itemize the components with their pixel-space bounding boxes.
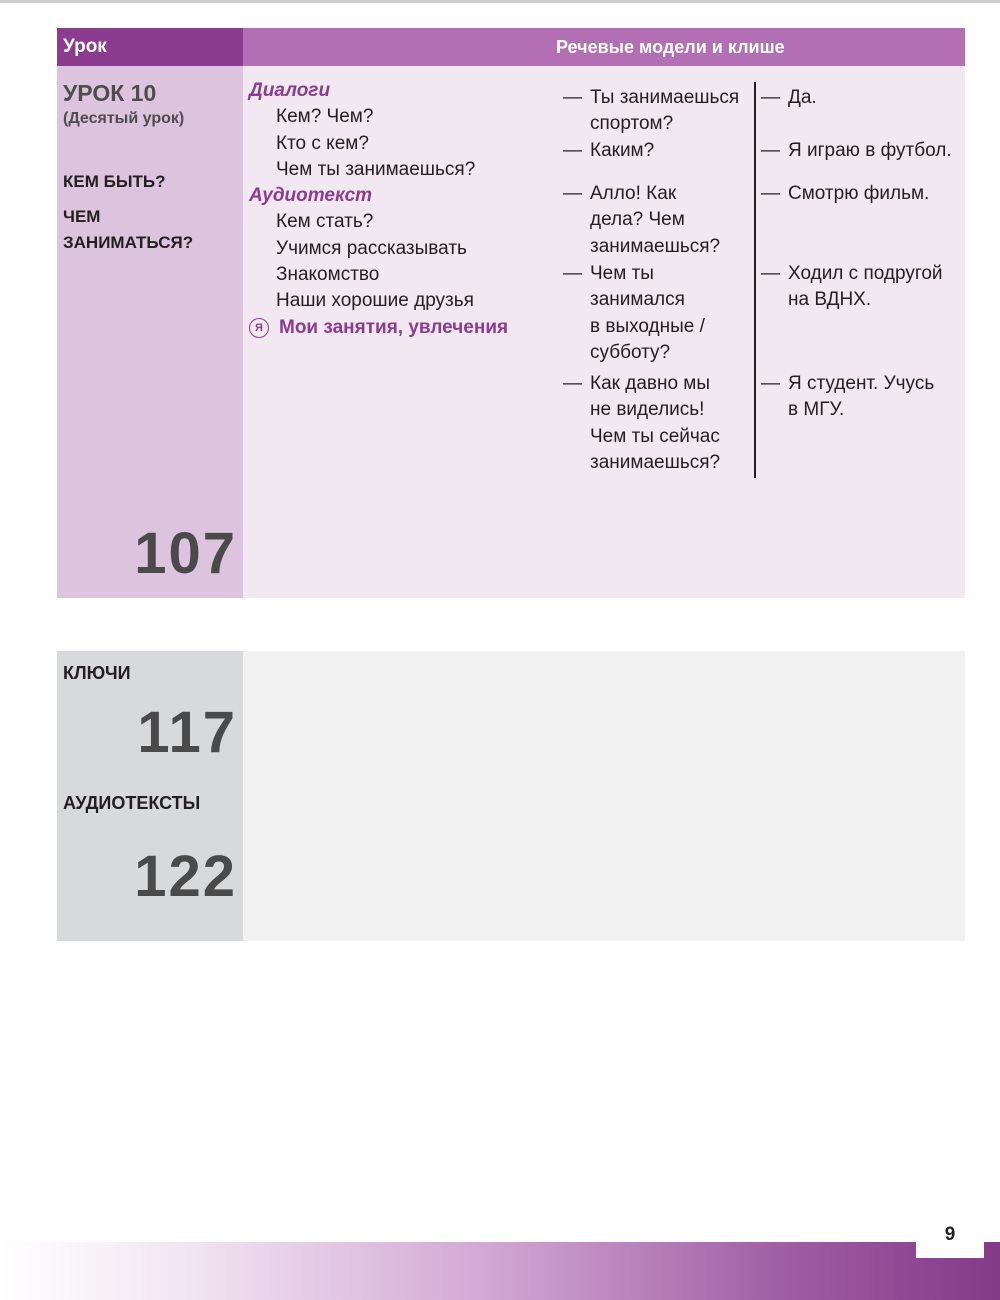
answer-block [761,261,961,314]
keys-empty-cell [243,651,965,941]
question-line: Как давно мы [590,373,711,394]
answer-line: Я играю в футбол. [788,140,952,161]
question-line: занимался [590,289,685,311]
question-line: не виделись! [590,399,705,421]
lesson-subtitle: (Десятый урок) [63,110,185,127]
footer-gradient-bar [0,1242,1000,1300]
question-line: Алло! Как [590,183,677,204]
list-item: Кем? Чем? [276,106,374,128]
self-study-icon: Я [249,318,269,338]
self-study-label: Мои занятия, увлечения [279,316,509,338]
column-divider [754,82,756,478]
lesson-theme-2-line2: ЗАНИМАТЬСЯ? [63,233,194,252]
question-line: спортом? [590,113,674,135]
dash: — [761,263,780,284]
question-block [563,138,753,164]
lesson-title: УРОК 10 [63,80,157,106]
question-block [563,181,753,260]
lesson-theme-2 [63,204,193,256]
keys-page-number[interactable]: 117 [137,700,237,765]
header-lesson-label: Урок [57,28,243,66]
page-number: 9 [916,1212,984,1258]
question-line: в выходные / [590,315,705,337]
answer-block [761,138,961,164]
keys-label: КЛЮЧИ [63,663,131,683]
answer-line: Смотрю фильм. [788,183,930,204]
dash: — [563,87,582,108]
dash: — [563,140,582,161]
dash: — [761,373,780,394]
top-divider [0,0,1000,3]
keys-cell [57,651,243,941]
list-item: Знакомство [276,264,380,286]
list-item: Наши хорошие друзья [276,290,474,312]
dash: — [761,140,780,161]
self-study-item [249,315,508,341]
question-line: дела? Чем [590,209,685,231]
lesson-theme-2-line1: ЧЕМ [63,207,101,226]
question-line: Каким? [590,140,655,161]
lesson-content-cell [243,66,965,598]
dash: — [761,87,780,108]
answer-line: на ВДНХ. [788,289,872,311]
list-item: Кем стать? [276,211,374,233]
answer-block [761,371,961,424]
audiotexts-label: АУДИОТЕКСТЫ [63,793,201,813]
question-line: Чем ты сейчас [590,425,720,447]
answer-line: Ходил с подругой [788,263,943,284]
dialogs-heading: Диалоги [249,80,331,101]
question-block [563,261,753,366]
question-line: Ты занимаешься [590,87,740,108]
audiotexts-page-number[interactable]: 122 [134,844,237,909]
dash: — [563,373,582,394]
lesson-page-number[interactable]: 107 [134,521,237,586]
list-item: Кто с кем? [276,132,369,154]
table-header [57,28,965,66]
list-item: Учимся рассказывать [276,237,467,259]
answer-line: Я студент. Учусь [788,373,935,394]
question-block [563,85,753,138]
question-line: субботу? [590,341,671,363]
answer-line: Да. [788,87,817,108]
lesson-info-cell [57,66,243,598]
list-item: Чем ты занимаешься? [276,158,476,180]
question-block [563,371,753,476]
question-line: занимаешься? [590,235,721,257]
dash: — [761,183,780,204]
lesson-sections-list [249,78,508,341]
answer-block [761,85,961,111]
answer-block [761,181,961,207]
audiotext-heading: Аудиотекст [249,185,373,207]
dash: — [563,183,582,204]
header-speech-models [243,28,965,66]
answer-line: в МГУ. [788,399,845,421]
question-line: Чем ты [590,263,654,284]
header-speech-models-label: Речевые модели и клише [556,37,785,57]
question-line: занимаешься? [590,451,721,473]
lesson-theme-1: КЕМ БЫТЬ? [63,172,166,191]
dash: — [563,263,582,284]
